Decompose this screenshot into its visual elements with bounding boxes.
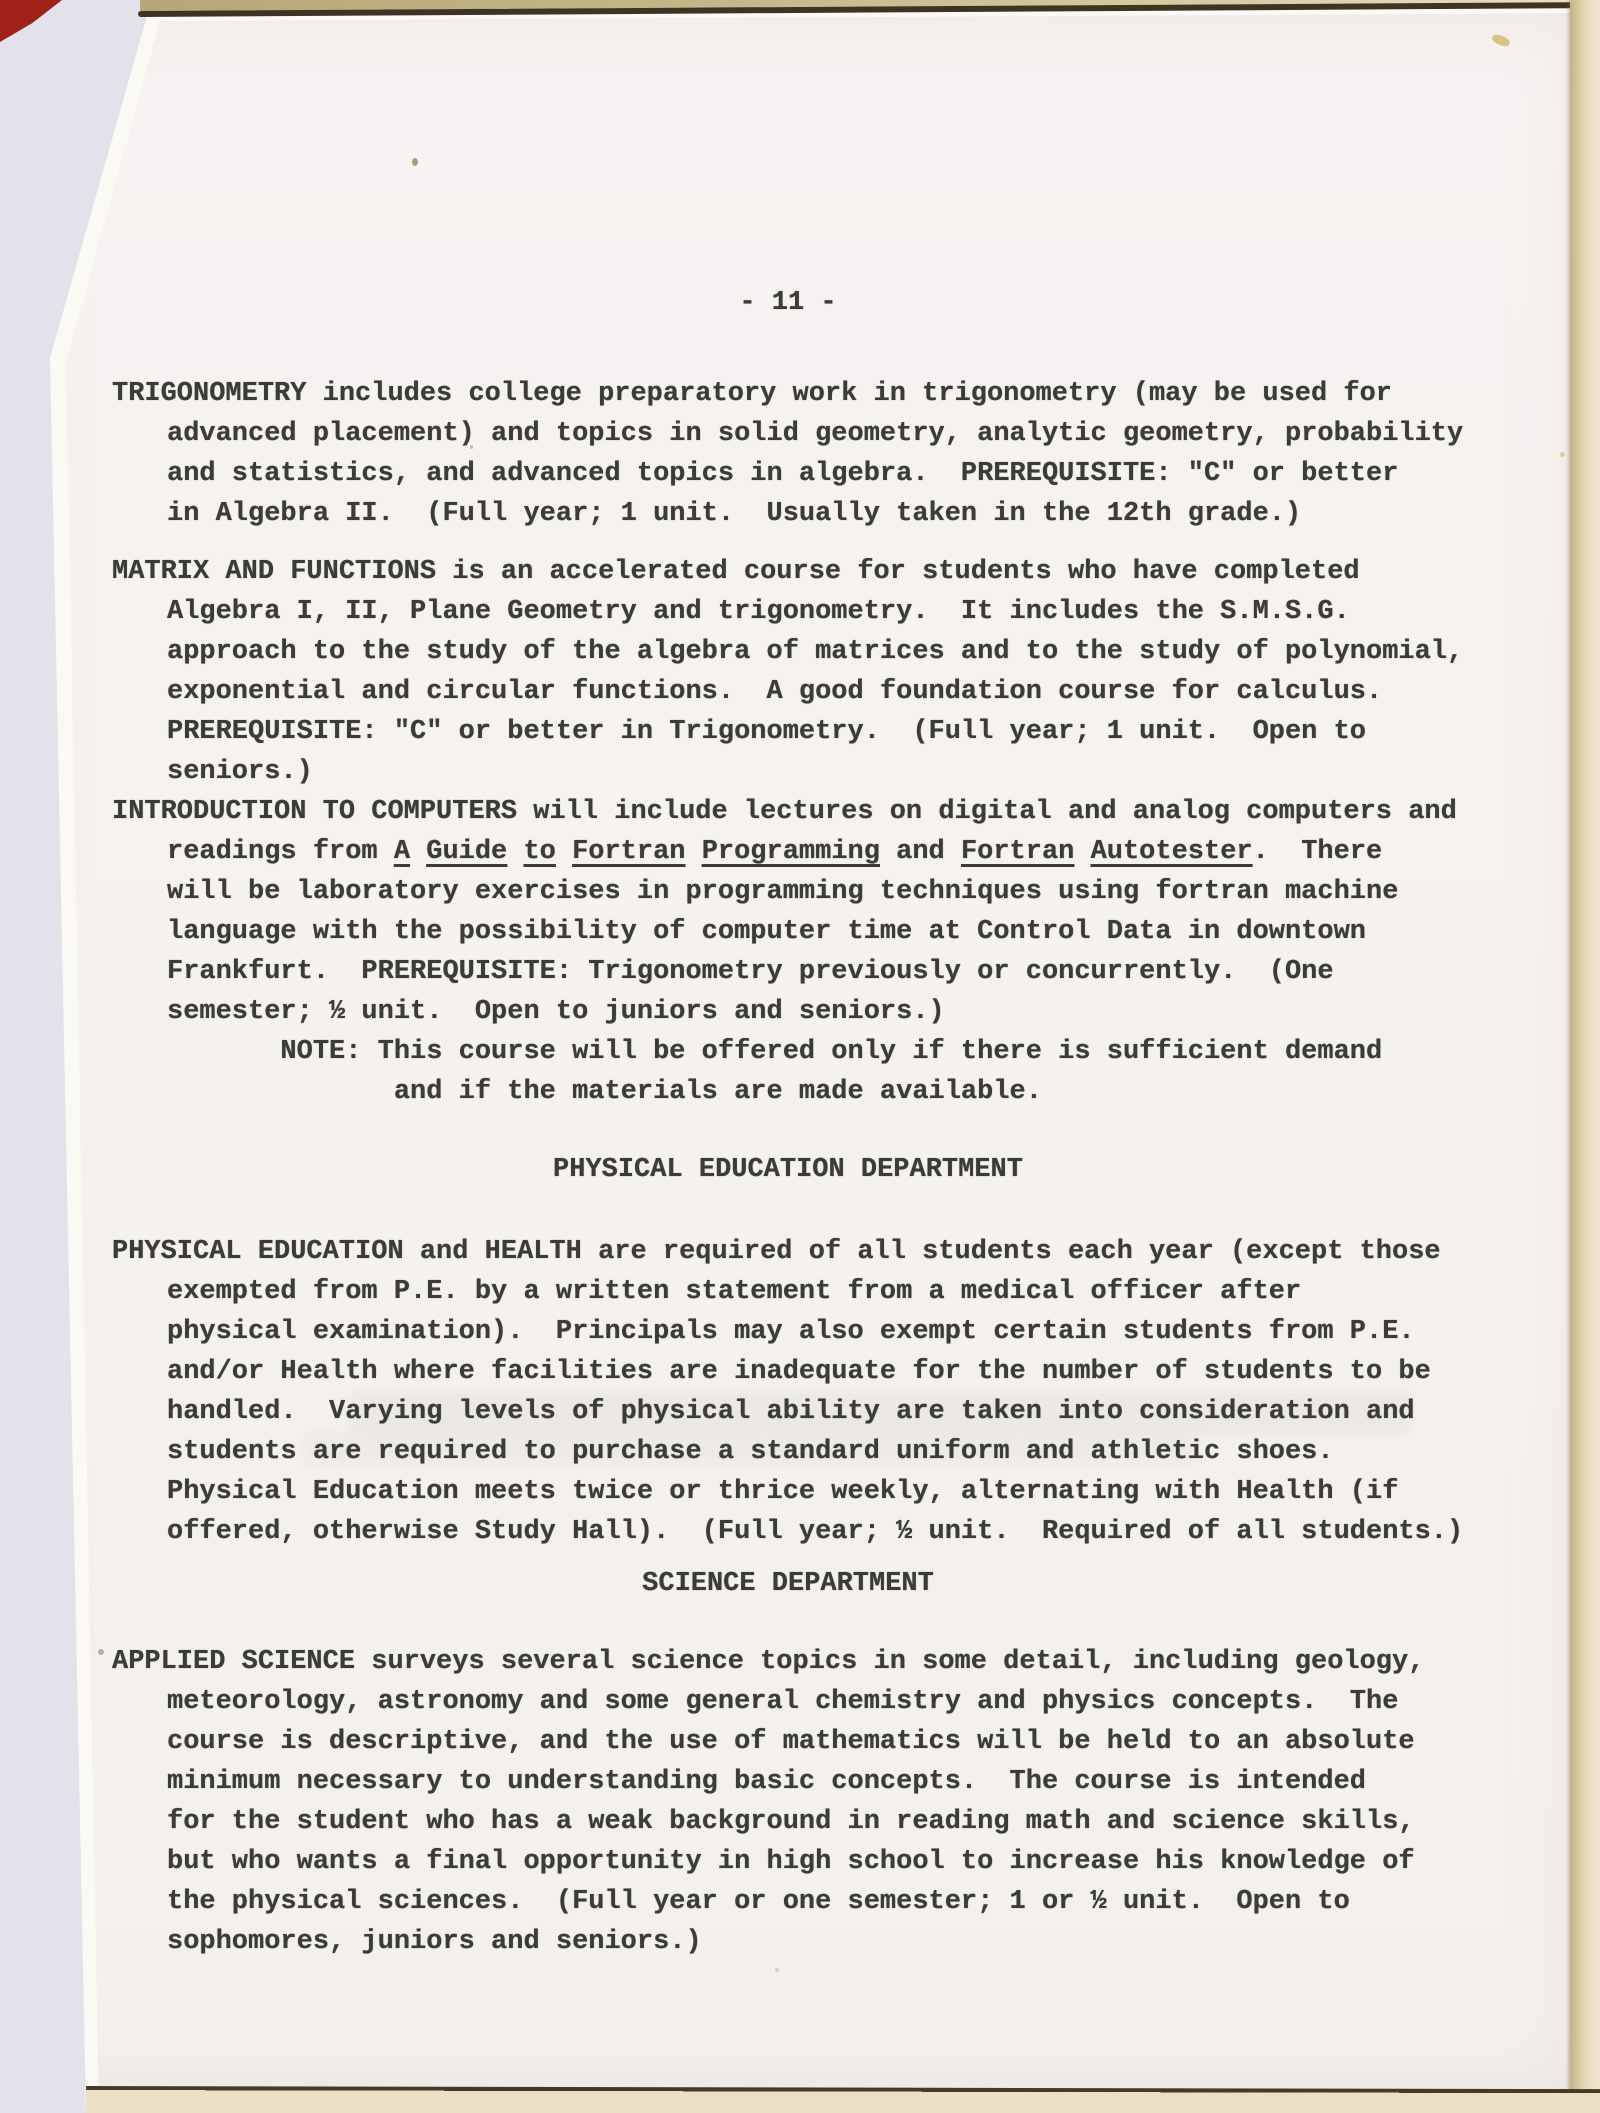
paragraph-trigonometry: TRIGONOMETRY includes college preparatory work in trigonometry (may be used for advanced placement) and topics in solid geometry, analytic geometry, probability and statistics, and advanced topics in algebra. PREREQUISITE: "C" or better in Algebra II. (Full year; 1 unit. Usually taken in the 12th grade.) <box>112 379 1464 529</box>
paragraph-matrix-and-functions: MATRIX AND FUNCTIONS is an accelerated course for students who have completed Algebra I, II, Plane Geometry and trigonometry. It includes the S.M.S.G. approach to the study of the algebra of matrices and to the study of polynomial, exponential and circular functions. A good foundation course for calculus. PREREQUISITE: "C" or better in Trigonometry. (Full year; 1 unit. Open to seniors.) <box>112 557 1464 787</box>
heading-science-department: SCIENCE DEPARTMENT <box>642 1569 934 1599</box>
page-number: - 11 - <box>739 288 837 318</box>
paragraph-introduction-to-computers: INTRODUCTION TO COMPUTERS will include lectures on digital and analog computers and readings from A Guide to Fortran Programming and Fortran Autotester. There will be laboratory exercises in programming techniques using fortran machine language with the possibility of computer time at Control Data in downtown Frankfurt. PREREQUISITE: Trigonometry previously or concurrently. (One semester; ½ unit. Open to juniors and seniors.) NOTE: This course will be offered only if there is sufficient demand and if the materials are made available. <box>112 797 1457 1107</box>
paragraph-physical-education-and-health: PHYSICAL EDUCATION and HEALTH are required of all students each year (except those exempted from P.E. by a written statement from a medical officer after physical examination). Principals may also exempt certain students from P.E. and/or Health where facilities are inadequate for the number of students to be handled. Varying levels of physical ability are taken into consideration and students are required to purchase a standard uniform and athletic shoes. Physical Education meets twice or thrice weekly, alternating with Health (if offered, otherwise Study Hall). (Full year; ½ unit. Required of all students.) <box>112 1237 1464 1547</box>
heading-physical-education-department: PHYSICAL EDUCATION DEPARTMENT <box>553 1155 1023 1185</box>
paragraph-applied-science: APPLIED SCIENCE surveys several science topics in some detail, including geology, meteorology, astronomy and some general chemistry and physics concepts. The course is descriptive, and the use of mathematics will be held to an absolute minimum necessary to understanding basic concepts. The course is intended for the student who has a weak background in reading math and science skills, but who wants a final opportunity in high school to increase his knowledge of the physical sciences. (Full year or one semester; 1 or ½ unit. Open to sophomores, juniors and seniors.) <box>112 1647 1425 1957</box>
